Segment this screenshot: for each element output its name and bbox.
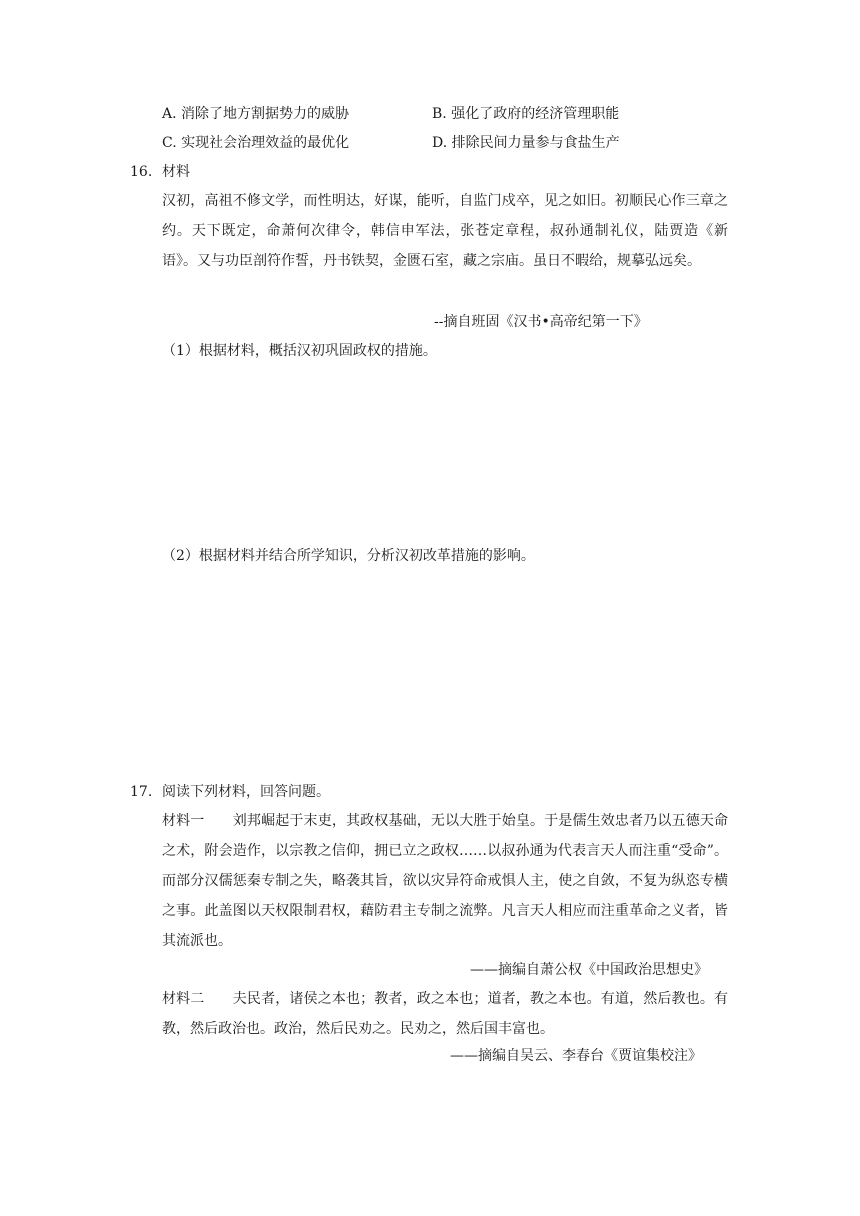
option-d: D. 排除民间力量参与食盐生产 bbox=[432, 135, 620, 151]
option-b: B. 强化了政府的经济管理职能 bbox=[432, 106, 620, 122]
question-17-source-2: ——摘编自吴云、李春台《贾谊集校注》 bbox=[450, 1048, 702, 1064]
option-c: C. 实现社会治理效益的最优化 bbox=[162, 135, 350, 151]
question-17-material-1: 材料一 刘邦崛起于末吏，其政权基础，无以大胜于始皇。于是儒生效忠者乃以五德天命之术，附会造作，以宗教之信仰，拥已立之政权……以叔孙通为代表言天人而注重“受命”。而部分汉儒惩秦专制之失，略袭其旨，欲以灾异符命戒惧人主，使之自敛，不复为纵恣专横之事。此盖图以天权限制君权，藉防君主专制之流弊。凡言天人相应而注重革命之义者，皆其流派也。 bbox=[162, 813, 728, 949]
question-16-material: 汉初，高祖不修文学，而性明达，好谋，能听，自监门戍卒，见之如旧。初顺民心作三章之约。天下既定，命萧何次律令，韩信申军法，张苍定章程，叔孙通制礼仪，陆贾造《新语》。又与功臣剖符作誓，丹书铁契，金匮石室，藏之宗庙。虽日不暇给，规摹弘远矣。 bbox=[162, 193, 728, 269]
question-17-material-2: 材料二 夫民者，诸侯之本也；教者，政之本也；道者，教之本也。有道，然后教也。有教，然后政治也。政治，然后民劝之。民劝之，然后国丰富也。 bbox=[162, 991, 728, 1037]
question-16-heading: 材料 bbox=[162, 164, 190, 180]
question-17-heading: 阅读下列材料，回答问题。 bbox=[162, 784, 330, 800]
question-16-sub2: （2）根据材料并结合所学知识，分析汉初改革措施的影响。 bbox=[162, 548, 535, 564]
question-17-number: 17. bbox=[130, 784, 153, 800]
question-16-source: --摘自班固《汉书•高帝纪第一下》 bbox=[434, 314, 648, 330]
option-a: A. 消除了地方割据势力的威胁 bbox=[162, 106, 350, 122]
question-17-source-1: ——摘编自萧公权《中国政治思想史》 bbox=[470, 962, 708, 978]
question-16-number: 16. bbox=[130, 164, 153, 180]
question-16-sub1: （1）根据材料，概括汉初巩固政权的措施。 bbox=[162, 343, 437, 359]
